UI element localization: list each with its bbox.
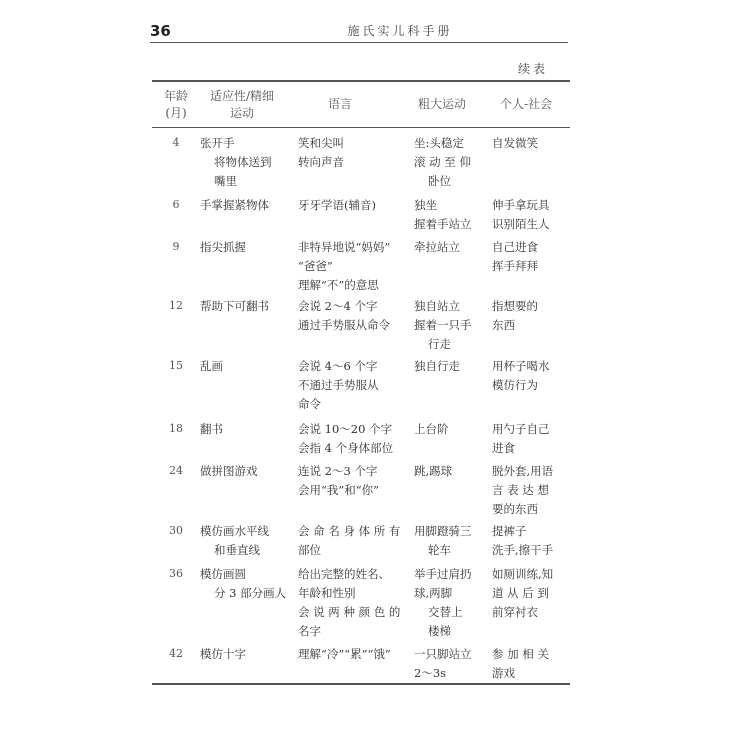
cell-line: 洗手,擦干手	[492, 543, 554, 557]
cell-line: 独坐	[414, 198, 437, 212]
cell-line: 上台阶	[414, 422, 449, 436]
cell-line: 道 从 后 到	[492, 586, 549, 600]
cell-line: 要的东西	[492, 502, 538, 516]
cell-line: 不通过手势服从	[298, 378, 379, 392]
cell-line: 东西	[492, 318, 515, 332]
cell-age: 30	[169, 524, 183, 537]
cell-fine-motor	[200, 297, 269, 316]
cell-line: 分 3 部分画人	[214, 586, 287, 600]
cell-line: 模仿画水平线	[200, 524, 269, 538]
page-number: 36	[150, 22, 171, 40]
cell-fine-motor	[200, 196, 269, 215]
cell-line: 名字	[298, 624, 321, 638]
cell-line: 会说 4～6 个字	[298, 359, 378, 373]
cell-social	[492, 238, 538, 276]
cell-line: 楼梯	[428, 624, 451, 638]
cell-fine-motor	[200, 420, 223, 439]
cell-age: 9	[172, 240, 180, 253]
cell-line: 2～3s	[414, 666, 447, 680]
cell-language	[298, 297, 390, 335]
cell-line: 卧位	[428, 174, 451, 188]
cell-line: 握着手站立	[414, 217, 472, 231]
cell-gross-motor	[414, 238, 460, 257]
cell-line: 通过手势服从命令	[298, 318, 390, 332]
cell-line: 做拼图游戏	[200, 464, 258, 478]
cell-line: 牙牙学语(辅音)	[298, 198, 376, 212]
cell-line: 年龄和性别	[298, 586, 356, 600]
cell-fine-motor	[200, 645, 246, 664]
cell-gross-motor	[414, 297, 472, 354]
cell-line: 非特异地说“妈妈”	[298, 240, 391, 254]
cell-line: 进食	[492, 441, 515, 455]
cell-line: 张开手	[200, 136, 235, 150]
table-header-rule	[152, 127, 570, 128]
cell-social	[492, 420, 550, 458]
cell-fine-motor	[200, 462, 258, 481]
header-rule	[150, 42, 568, 43]
cell-line: 翻书	[200, 422, 223, 436]
cell-language	[298, 238, 390, 295]
cell-line: 转向声音	[298, 155, 344, 169]
cell-line: 理解“不”的意思	[298, 278, 379, 292]
cell-line: 如厕训练,知	[492, 567, 554, 581]
cell-line: 举手过肩扔	[414, 567, 472, 581]
cell-social	[492, 645, 549, 683]
cell-line: 挥手拜拜	[492, 259, 538, 273]
cell-line: 用勺子自己	[492, 422, 550, 436]
cell-line: 游戏	[492, 666, 515, 680]
cell-age: 15	[169, 359, 183, 372]
cell-line: 自发微笑	[492, 136, 538, 150]
cell-line: 和垂直线	[214, 543, 260, 557]
cell-line: 连说 2～3 个字	[298, 464, 378, 478]
cell-social	[492, 522, 553, 560]
cell-gross-motor	[414, 196, 472, 234]
cell-language	[298, 565, 400, 641]
cell-social	[492, 565, 553, 622]
cell-line: 坐:头稳定	[414, 136, 464, 150]
cell-line: 用脚蹬骑三	[414, 524, 472, 538]
cell-line: 模仿十字	[200, 647, 246, 661]
cell-line: 牵拉站立	[414, 240, 460, 254]
cell-line: 言 表 达 想	[492, 483, 549, 497]
cell-gross-motor	[414, 565, 472, 641]
cell-social	[492, 297, 538, 335]
cell-line: 自己进食	[492, 240, 538, 254]
cell-line: 会指 4 个身体部位	[298, 441, 394, 455]
cell-fine-motor	[200, 522, 269, 560]
cell-line: 模仿行为	[492, 378, 538, 392]
cell-age: 6	[172, 198, 180, 211]
cell-age: 4	[172, 136, 180, 149]
cell-fine-motor	[200, 565, 286, 603]
cell-line: 行走	[428, 337, 451, 351]
cell-line: 指尖抓握	[200, 240, 246, 254]
cell-line: 参 加 相 关	[492, 647, 549, 661]
cell-line: 模仿画圆	[200, 567, 246, 581]
cell-age: 18	[169, 422, 183, 435]
cell-line: 伸手拿玩具	[492, 198, 550, 212]
cell-social	[492, 134, 538, 153]
cell-language	[298, 645, 391, 664]
cell-line: 脱外套,用语	[492, 464, 554, 478]
cell-line: 独自行走	[414, 359, 460, 373]
cell-line: 会 说 两 种 颜 色 的	[298, 605, 401, 619]
cell-gross-motor	[414, 522, 472, 560]
cell-age: 42	[169, 647, 183, 660]
table-top-rule	[152, 80, 570, 82]
cell-line: 提裤子	[492, 524, 527, 538]
cell-language	[298, 420, 393, 458]
cell-line: 部位	[298, 543, 321, 557]
cell-language	[298, 134, 344, 172]
cell-language	[298, 357, 379, 414]
cell-line: 乱画	[200, 359, 223, 373]
cell-social	[492, 357, 550, 395]
cell-line: 交替上	[428, 605, 463, 619]
cell-fine-motor	[200, 357, 223, 376]
cell-gross-motor	[414, 357, 460, 376]
cell-social	[492, 196, 550, 234]
table-bottom-rule	[152, 683, 570, 685]
cell-gross-motor	[414, 134, 471, 191]
cell-gross-motor	[414, 462, 452, 481]
cell-age: 24	[169, 464, 183, 477]
cell-language	[298, 196, 376, 215]
cell-line: 会说 10～20 个字	[298, 422, 393, 436]
cell-fine-motor	[200, 134, 272, 191]
cell-line: 会 命 名 身 体 所 有	[298, 524, 401, 538]
cell-line: 前穿衬衣	[492, 605, 538, 619]
cell-line: 独自站立	[414, 299, 460, 313]
col-header-gross-motor: 粗大运动	[418, 97, 467, 111]
cell-line: 滚 动 至 仰	[414, 155, 471, 169]
col-header-social: 个人-社会	[500, 97, 553, 111]
cell-line: 识别陌生人	[492, 217, 550, 231]
cell-line: 会用“我”和“你”	[298, 483, 380, 497]
cell-line: 命令	[298, 397, 321, 411]
cell-line: 理解“冷”“累”“饿”	[298, 647, 391, 661]
cell-line: 将物体送到	[214, 155, 272, 169]
cell-line: 跳,踢球	[414, 464, 453, 478]
col-header-language: 语言	[328, 97, 353, 111]
cell-line: 给出完整的姓名、	[298, 567, 390, 581]
cell-line: 握着一只手	[414, 318, 472, 332]
cell-line: 轮车	[428, 543, 451, 557]
cell-line: 球,两脚	[414, 586, 453, 600]
cell-fine-motor	[200, 238, 246, 257]
cell-gross-motor	[414, 645, 472, 683]
continued-label: 续表	[518, 62, 549, 76]
cell-line: 嘴里	[214, 174, 237, 188]
cell-age: 36	[169, 567, 183, 580]
cell-line: 会说 2～4 个字	[298, 299, 378, 313]
col-header-age: 年龄 (月)	[163, 89, 188, 120]
cell-language	[298, 462, 379, 500]
cell-line: 一只脚站立	[414, 647, 472, 661]
cell-line: 笑和尖叫	[298, 136, 344, 150]
cell-gross-motor	[414, 420, 449, 439]
cell-line: 帮助下可翻书	[200, 299, 269, 313]
cell-language	[298, 522, 400, 560]
cell-social	[492, 462, 553, 519]
book-title: 施氏实儿科手册	[347, 24, 453, 38]
col-header-fine-motor: 适应性/精细 运动	[209, 89, 275, 120]
cell-line: 用杯子喝水	[492, 359, 550, 373]
cell-line: “爸爸”	[298, 259, 333, 273]
cell-age: 12	[169, 299, 183, 312]
cell-line: 指想要的	[492, 299, 538, 313]
cell-line: 手掌握紧物体	[200, 198, 269, 212]
